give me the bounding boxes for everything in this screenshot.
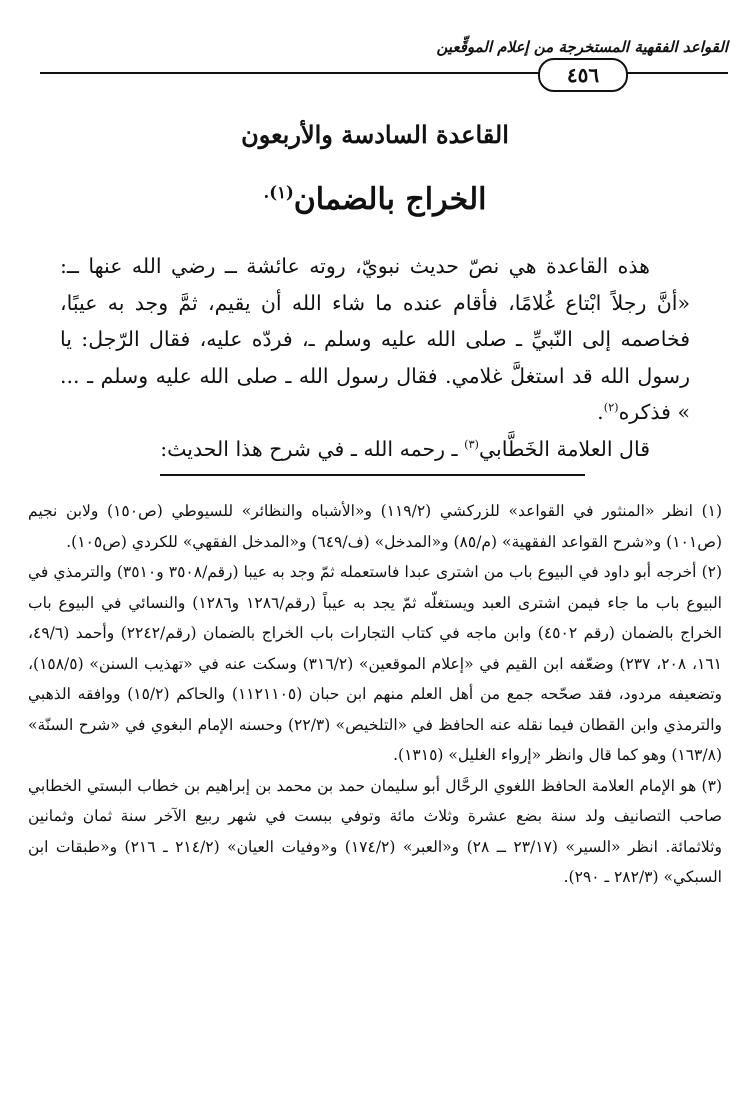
paragraph-1-text: هذه القاعدة هي نصّ حديث نبويّ، روته عائشة ــ رضي الله عنها ــ: «أنَّ رجلاً ابْتاع غُلامًا، فأقام عنده ما شاء الله أن يقيم، ثمَّ وجد به عيبًا، فخاصمه إلى النّبيِّ ـ صلى الله عليه وسلم ـ، فردّه عليه، فقال الرّجل: يا رسول الله قد استغلَّ غلامي. فقال رسول الله ـ صلى الله عليه وسلم ـ ... » فذكره — [60, 254, 690, 424]
footnote-ref-3[interactable]: (٣) — [464, 437, 479, 451]
rule-title-text: الخراج بالضمان — [293, 182, 487, 217]
paragraph-2-end: ـ رحمه الله ـ في شرح هذا الحديث: — [160, 436, 465, 461]
footnote-separator — [160, 474, 585, 476]
rule-title — [0, 182, 750, 217]
main-text — [60, 248, 690, 467]
footnote-3: (٣) هو الإمام العلامة الحافظ اللغوي الرحَّال أبو سليمان حمد بن محمد بن إبراهيم بن خطاب البستي الخطابي صاحب التصانيف ولد سنة بضع عشرة وثلاث مائة وتوفي ببست في شهر ربيع الآخر سنة ثمان وثمانين وثلاثمائة. انظر «السير» (٢٣/١٧ ــ ٢٨) و«العبر» (١٧٤/٢) و«وفيات العيان» (٢١٤/٢ ـ ٢١٦) و«طبقات ابن السبكي» (٢٨٢/٣ ـ ٢٩٠). — [28, 776, 722, 886]
paragraph-1-end: . — [597, 400, 604, 424]
paragraph-1 — [60, 248, 690, 431]
footnote-1: (١) انظر «المنثور في القواعد» للزركشي (١١٩/٢) و«الأشباه والنظائر» للسيوطي (ص١٥٠) ولابن نجيم (ص١٠١) و«شرح القواعد الفقهية» (م/٨٥) و«المدخل» (ف/٦٤٩) و«المدخل الفقهي» للكردي (ص١٠٥). — [28, 502, 723, 551]
paragraph-2 — [60, 431, 690, 468]
footnote-ref-1[interactable]: (١). — [263, 183, 294, 202]
footnote-2: (٢) أخرجه أبو داود في البيوع باب من اشترى عبدا فاستعمله ثمّ وجد به عيبا (رقم/٣٥٠٨ و٣٥١٠) والترمذي في البيوع باب ما جاء فيمن اشترى العبد ويستغلّه ثمّ يجد به عيباً (رقم/١٢٨٦ و١٢٨٦) والنسائي في البيوع باب الخراج بالضمان (رقم ٤٥٠٢) وابن ماجه في كتاب التجارات باب الخراج بالضمان (رقم/٢٢٤٢) وأحمد (٤٩/٦، ١٦١، ٢٠٨، ٢٣٧) وضعّفه ابن القيم في «إعلام الموقعين» (٣١٦/٢) وسكت عنه في «تهذيب السنن» (١٥٨/٥)، وتضعيفه مردود، فقد صحّحه جمع من أهل العلم منهم ابن حبان (١١٢١١٠٥) والحاكم (١٥/٢) ووافقه الذهبي والترمذي وابن القطان فيما نقله عنه الحافظ في «التلخيص» (٢٢/٣) وحسنه الإمام البغوي في «شرح السنّة» (١٦٣/٨) وهو كما قال وانظر «إرواء الغليل» (١٣١٥). — [28, 563, 723, 764]
running-title: القواعد الفقهية المستخرجة من إعلام الموقِّعين — [436, 38, 728, 56]
rule-heading: القاعدة السادسة والأربعون — [241, 120, 509, 149]
page-number-text: ٤٥٦ — [566, 63, 600, 87]
footnote-ref-2[interactable]: (٢) — [603, 401, 619, 415]
footnotes — [28, 496, 722, 893]
page-number — [538, 58, 628, 92]
paragraph-2-text: قال العلامة الخَطَّابي — [478, 436, 650, 461]
